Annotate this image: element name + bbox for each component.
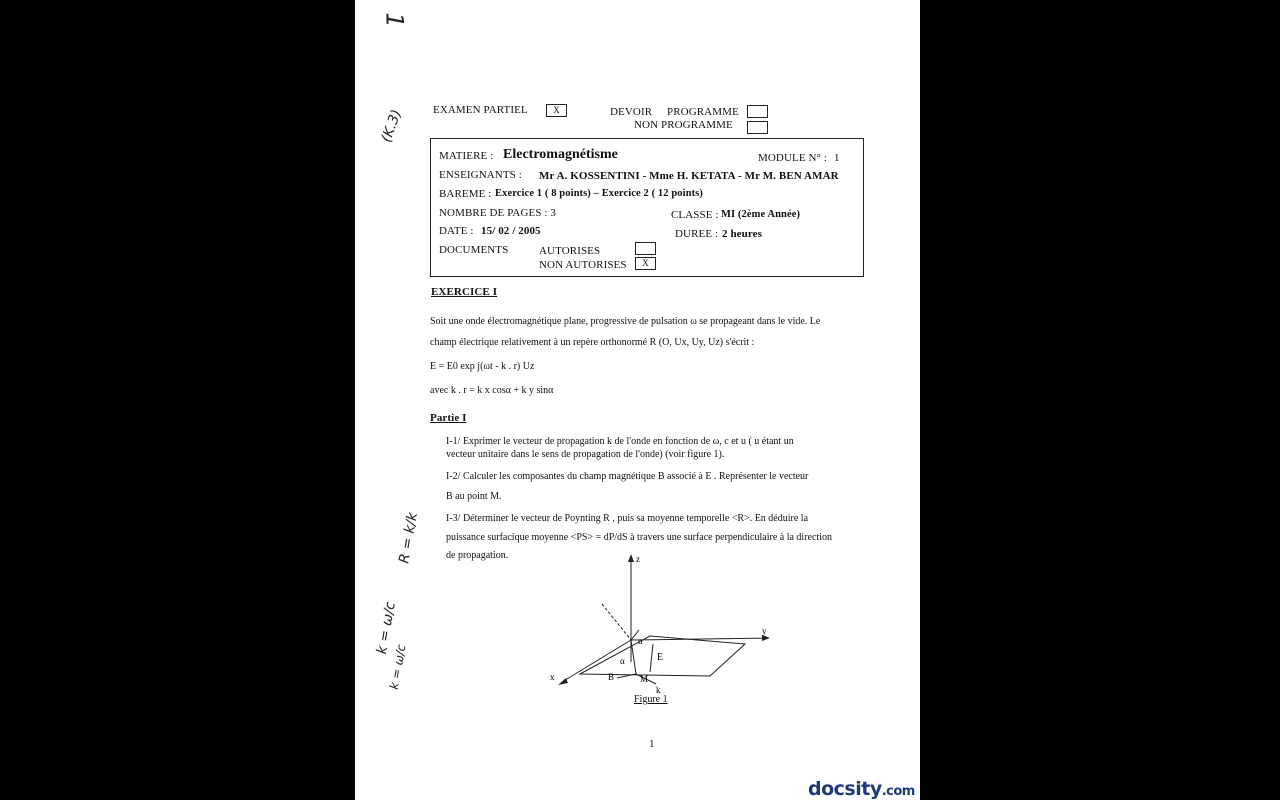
question-3-line-3: de propagation. <box>446 550 509 561</box>
question-1-line-2: vecteur unitaire dans le sens de propagation de l'onde) (voir figure 1). <box>446 449 725 460</box>
label-alpha: α <box>620 656 625 666</box>
docsity-logo <box>808 778 915 800</box>
label-z: z <box>636 554 640 564</box>
document-page <box>355 0 920 800</box>
logo-suffix: .com <box>881 784 915 799</box>
classe-value: MI (2ème Année) <box>721 209 801 220</box>
handwritten-note-k1: k = ω/c <box>373 600 399 656</box>
devoir-label: DEVOIR <box>610 106 653 118</box>
non-autorises-checkbox: X <box>635 257 656 270</box>
exam-info-box <box>430 138 864 277</box>
label-y: y <box>762 626 767 636</box>
enseignants-value: Mr A. KOSSENTINI - Mme H. KETATA - Mr M. BEN AMAR <box>539 170 839 182</box>
handwritten-page-mark: 1 <box>380 12 409 28</box>
exercise-intro-line-2: champ électrique relativement à un repère orthonormé R (O, Ux, Uy, Uz) s'écrit : <box>430 337 755 348</box>
programme-checkbox <box>747 105 768 118</box>
module-label: MODULE N° : <box>758 152 828 164</box>
dashed-guide <box>602 604 631 640</box>
question-2-line-1: I-2/ Calculer les composantes du champ magnétique B associé à E . Représenter le vecteur <box>446 471 809 482</box>
pages-label: NOMBRE DE PAGES : 3 <box>439 207 557 219</box>
exercise-title: EXERCICE I <box>431 286 498 298</box>
exercise-intro-line-1: Soit une onde électromagnétique plane, progressive de pulsation ω se propageant dans le vide. Le <box>430 316 821 327</box>
documents-label: DOCUMENTS <box>439 244 509 256</box>
label-x: x <box>550 672 555 682</box>
label-k: k <box>656 685 661 695</box>
exam-label: EXAMEN PARTIEL <box>433 104 528 116</box>
figure-1-diagram <box>540 552 780 712</box>
enseignants-label: ENSEIGNANTS : <box>439 169 522 181</box>
question-3-line-2: puissance surfacique moyenne <PS> = dP/dS à travers une surface perpendiculaire à la direction <box>446 532 832 543</box>
handwritten-note-r: R = k/k <box>396 511 421 565</box>
partie-title: Partie I <box>430 412 467 424</box>
z-arrow-head <box>628 554 634 562</box>
matiere-label: MATIERE : <box>439 150 494 162</box>
question-1-line-1: I-1/ Exprimer le vecteur de propagation k de l'onde en fonction de ω, c et u ( u étant un <box>446 436 794 447</box>
non-autorises-label: NON AUTORISES <box>539 259 627 271</box>
handwritten-side-note: (K.3) <box>378 107 405 145</box>
bareme-value: Exercice 1 ( 8 points) – Exercice 2 ( 12 points) <box>495 188 703 199</box>
programme-label: PROGRAMME <box>667 106 739 118</box>
non-programme-checkbox <box>747 121 768 134</box>
figure-caption: Figure 1 <box>634 694 668 705</box>
bareme-label: BAREME : <box>439 188 492 200</box>
duree-value: 2 heures <box>722 228 763 240</box>
date-label: DATE : <box>439 225 474 237</box>
handwritten-note-k2: k = ω/c <box>386 643 409 691</box>
question-3-line-1: I-3/ Déterminer le vecteur de Poynting R , puis sa moyenne temporelle <R>. En déduire la <box>446 513 809 524</box>
equation-e-field: E = E0 exp j(ωt - k . r) Uz <box>430 361 535 372</box>
date-value: 15/ 02 / 2005 <box>481 225 541 237</box>
e-vector <box>650 644 653 672</box>
label-b: B <box>608 672 615 682</box>
logo-text: docsity <box>808 778 882 800</box>
autorises-label: AUTORISES <box>539 245 601 257</box>
page-number: 1 <box>649 738 655 750</box>
question-2-line-2: B au point M. <box>446 491 502 502</box>
autorises-checkbox <box>635 242 656 255</box>
non-programme-label: NON PROGRAMME <box>634 119 733 131</box>
duree-label: DUREE : <box>675 228 719 240</box>
exam-checkbox: X <box>546 104 567 117</box>
equation-k-dot-r: avec k . r = k x cosα + k y sinα <box>430 385 554 396</box>
label-u: u <box>638 636 643 646</box>
classe-label: CLASSE : <box>671 209 719 221</box>
matiere-value: Electromagnétisme <box>503 147 618 162</box>
label-e: E <box>657 652 664 663</box>
module-value: 1 <box>834 152 840 164</box>
label-m: M <box>640 674 649 684</box>
